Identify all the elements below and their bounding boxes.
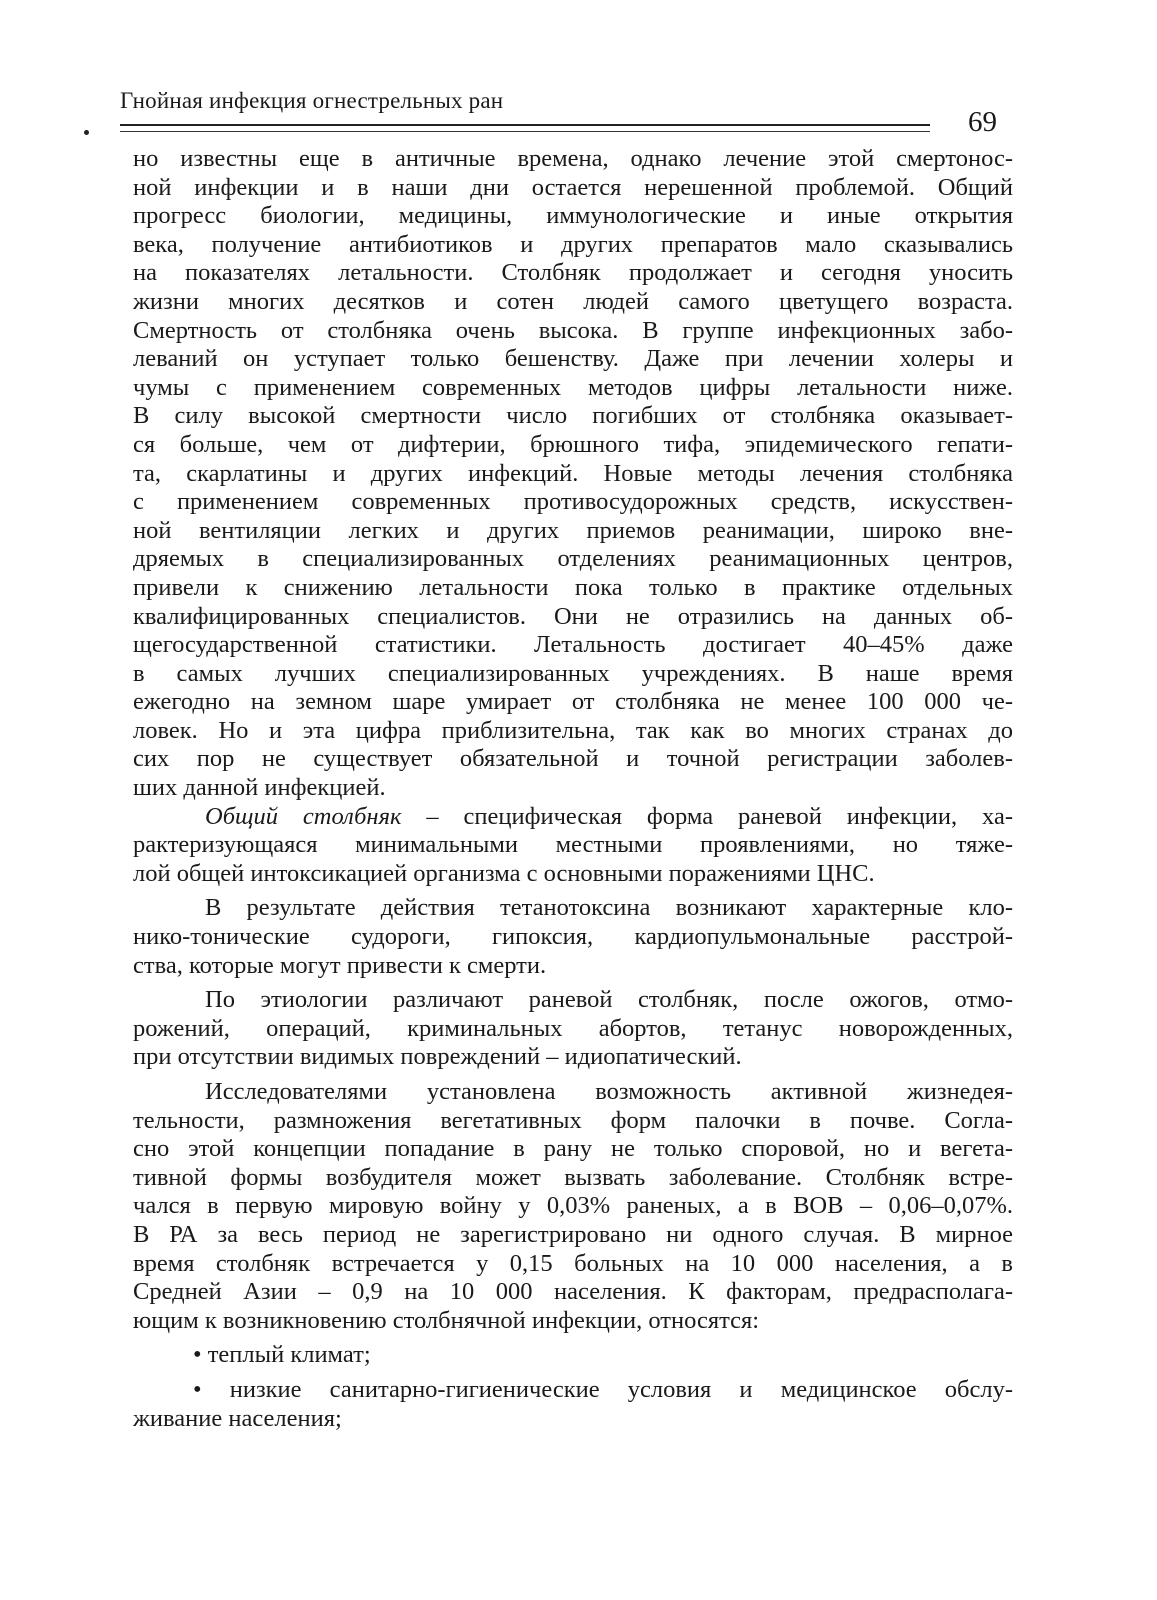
text-line: По этиологии различают раневой столбняк, после ожогов, отмо- <box>205 986 1013 1014</box>
text-line: В силу высокой смертности число погибших от столбняка оказывает- <box>133 402 1013 430</box>
text-line: тельности, размножения вегетативных форм палочки в почве. Согла- <box>133 1106 1013 1134</box>
text-line: на показателях летальности. Столбняк продолжает и сегодня уносить <box>133 259 1013 287</box>
text-line: ся больше, чем от дифтерии, брюшного тифа, эпидемического гепати- <box>133 430 1013 458</box>
text-line: чался в первую мировую войну у 0,03% раненых, а в ВОВ – 0,06–0,07%. <box>133 1192 1013 1220</box>
text-line: рожений, операций, криминальных абортов, тетанус новорожденных, <box>133 1014 1013 1042</box>
text-line: ющим к возникновению столбнячной инфекции, относятся: <box>133 1306 760 1334</box>
paragraph <box>133 986 1013 1072</box>
text-line: время столбняк встречается у 0,15 больных на 10 000 населения, а в <box>133 1249 1013 1277</box>
text-line: ства, которые могут привести к смерти. <box>133 951 547 979</box>
paragraph <box>133 145 1013 803</box>
page-number: 69 <box>968 106 997 138</box>
text-line: В результате действия тетанотоксина возникают характерные кло- <box>205 894 1013 922</box>
text-line: века, получение антибиотиков и других препаратов мало сказывались <box>133 230 1013 258</box>
text-line: квалифицированных специалистов. Они не отразились на данных об- <box>133 602 1013 630</box>
text-line: но известны еще в античные времена, однако лечение этой смертонос- <box>133 145 1013 172</box>
text-line: ежегодно на земном шаре умирает от столбняка не менее 100 000 че- <box>133 688 1013 716</box>
paragraph-spacing <box>133 1433 1013 1439</box>
paragraph <box>133 1078 1013 1335</box>
defined-term: Общий столбняк <box>205 802 402 830</box>
text-line: в самых лучших специализированных учреждениях. В наше время <box>133 659 1013 687</box>
text-line: та, скарлатины и других инфекций. Новые методы лечения столбняка <box>133 459 1013 487</box>
running-title: Гнойная инфекция огнестрельных ран <box>120 88 504 113</box>
text-line: тивной формы возбудителя может вызвать заболевание. Столбняк встре- <box>133 1163 1013 1191</box>
header-rule <box>120 124 930 126</box>
text-line: щегосударственной статистики. Летальность достигает 40–45% даже <box>133 631 1013 659</box>
text-line: жизни многих десятков и сотен людей самого цветущего возраста. <box>133 287 1013 315</box>
text-line: • теплый климат; <box>193 1341 371 1369</box>
text-line: ловек. Но и эта цифра приблизительна, так как во многих странах до <box>133 716 1013 744</box>
text-line: • низкие санитарно-гигиенические условия и медицинское обслу- <box>193 1375 1013 1403</box>
text-line: лой общей интоксикацией организма с основными поражениями ЦНС. <box>133 859 875 887</box>
text-line: нико-тонические судороги, гипоксия, кардиопульмональные расстрой- <box>133 923 1013 951</box>
margin-dot <box>84 130 89 135</box>
text-line: рактеризующаяся минимальными местными проявлениями, но тяже- <box>133 831 1013 859</box>
body-text <box>133 145 1013 1439</box>
paragraph <box>133 803 1013 889</box>
bullet-item <box>133 1341 1013 1370</box>
text-line: В РА за весь период не зарегистрировано ни одного случая. В мирное <box>133 1220 1013 1248</box>
text-line: с применением современных противосудорожных средств, искусствен- <box>133 488 1013 516</box>
text-line: Общий столбняк – специфическая форма раневой инфекции, ха- <box>205 802 1013 830</box>
text-line: ших данной инфекцией. <box>133 774 386 802</box>
bullet-icon: • <box>193 1341 208 1369</box>
text-line: ной вентиляции легких и других приемов реанимации, широко вне- <box>133 516 1013 544</box>
header-rule-thin <box>120 131 930 132</box>
text-line: сно этой концепции попадание в рану не только споровой, но и вегета- <box>133 1135 1013 1163</box>
text-line: Смертность от столбняка очень высока. В группе инфекционных забо- <box>133 316 1013 344</box>
text-line: живание населения; <box>133 1404 342 1432</box>
text-line: привели к снижению летальности пока только в практике отдельных <box>133 573 1013 601</box>
bullet-icon: • <box>193 1375 230 1403</box>
text-line: ной инфекции и в наши дни остается нерешенной проблемой. Общий <box>133 173 1013 201</box>
text-line: прогресс биологии, медицины, иммунологические и иные открытия <box>133 202 1013 230</box>
text-line: сих пор не существует обязательной и точной регистрации заболев- <box>133 745 1013 773</box>
text-line: Исследователями установлена возможность активной жизнедея- <box>205 1078 1013 1105</box>
text-line: чумы с применением современных методов цифры летальности ниже. <box>133 373 1013 401</box>
text-line: дряемых в специализированных отделениях реанимационных центров, <box>133 545 1013 573</box>
text-line: при отсутствии видимых повреждений – идиопатический. <box>133 1043 742 1071</box>
text-line: Средней Азии – 0,9 на 10 000 населения. К факторам, предрасполага- <box>133 1278 1013 1306</box>
paragraph <box>133 894 1013 980</box>
bullet-item <box>133 1376 1013 1433</box>
text-line: леваний он уступает только бешенству. Даже при лечении холеры и <box>133 345 1013 373</box>
